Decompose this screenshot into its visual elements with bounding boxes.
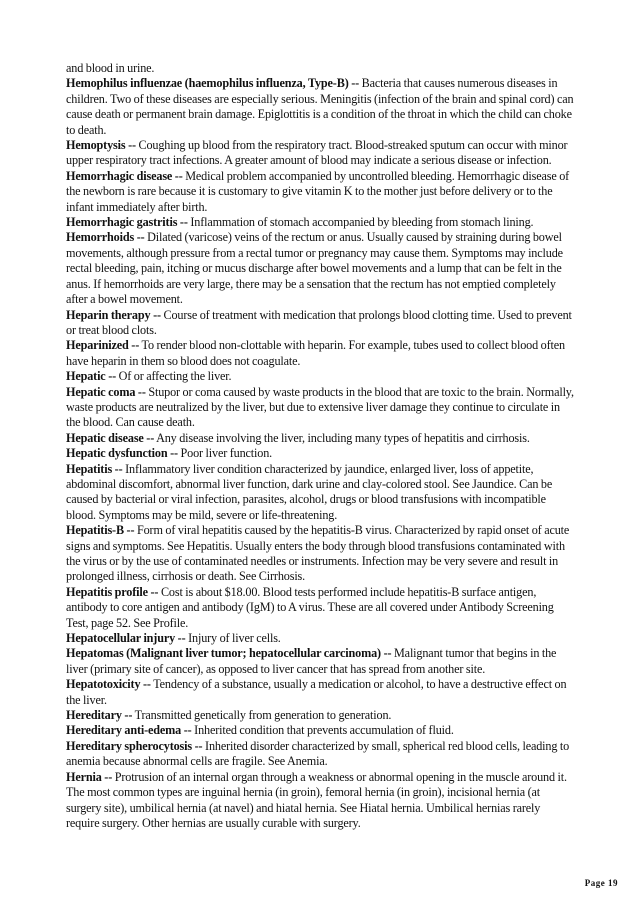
term-separator: -- [136, 230, 145, 245]
glossary-definition: Injury of liver cells. [188, 631, 281, 646]
glossary-term: Heparinized [66, 338, 129, 353]
glossary-term: Hemorrhagic disease [66, 168, 173, 183]
term-separator: -- [194, 738, 203, 753]
glossary-entry [66, 462, 576, 524]
glossary-term: Hemorrhoids [66, 230, 135, 245]
glossary-definition: Transmitted genetically from generation to generation. [134, 708, 392, 723]
glossary-term: Hepatitis-B [66, 523, 124, 538]
glossary-definition: Inflammation of stomach accompanied by bleeding from stomach lining. [190, 215, 534, 230]
glossary-term: Hepatomas (Malignant liver tumor; hepatocellular carcinoma) [66, 646, 381, 661]
glossary-definition: Coughing up blood from the respiratory tract. Blood-streaked sputum can occur with minor upper respiratory tract infections. A greater amount of blood may indicate a serious disease or infection. [66, 138, 568, 168]
term-separator: -- [153, 307, 161, 322]
term-separator: -- [174, 168, 183, 183]
glossary-definition: Protrusion of an internal organ through a weakness or abnormal opening in the muscle around it. The most common types are inguinal hernia (in groin), femoral hernia (in groin), incisional hernia (at surgery site), umbilical hernia (at navel) and hiatal hernia. See Hiatal hernia. Umbilical hernias rarely require surgery. Other hernias are usually curable with surgery. [66, 769, 567, 830]
term-separator: -- [131, 338, 140, 353]
glossary-definition: Course of treatment with medication that prolongs blood clotting time. Used to prevent or treat blood clots. [66, 307, 572, 337]
glossary-term: Hepatitis profile [66, 584, 148, 599]
term-separator: -- [128, 138, 136, 153]
term-separator: -- [137, 384, 146, 399]
term-separator: -- [126, 523, 135, 538]
glossary-term: Hepatotoxicity [66, 677, 141, 692]
term-separator: -- [124, 708, 133, 723]
glossary-definition: Stupor or coma caused by waste products in the blood that are toxic to the brain. Normally, waste products are neutralized by the liver, but due to extensive liver damage they continue to circulate in the blood. Can cause death. [66, 384, 574, 430]
glossary-entry [66, 523, 576, 585]
glossary-entry [66, 770, 576, 832]
glossary-entry [66, 431, 576, 446]
term-separator: -- [183, 723, 192, 738]
glossary-entry [66, 446, 576, 461]
glossary-definition: To render blood non-clottable with heparin. For example, tubes used to collect blood often have heparin in them so blood does not coagulate. [66, 338, 565, 368]
glossary-page [66, 61, 576, 831]
glossary-definition: Poor liver function. [180, 446, 273, 461]
glossary-entry [66, 677, 576, 708]
term-separator: -- [143, 677, 151, 692]
glossary-entry [66, 631, 576, 646]
glossary-term: Hepatic coma [66, 384, 136, 399]
glossary-entry [66, 739, 576, 770]
glossary-entries [66, 76, 576, 831]
glossary-term: Hepatic disease [66, 430, 144, 445]
glossary-definition: Medical problem accompanied by uncontrolled bleeding. Hemorrhagic disease of the newborn is rare because it is customary to give vitamin K to the mother just before delivery or to the infant immediately after birth. [66, 168, 570, 214]
term-separator: -- [351, 76, 360, 91]
glossary-entry [66, 708, 576, 723]
glossary-entry [66, 76, 576, 138]
glossary-entry [66, 585, 576, 631]
term-separator: -- [146, 430, 155, 445]
glossary-term: Hepatitis [66, 461, 113, 476]
glossary-term: Hemorrhagic gastritis [66, 215, 178, 230]
glossary-entry [66, 369, 576, 384]
glossary-term: Hereditary [66, 708, 122, 723]
glossary-entry [66, 646, 576, 677]
term-separator: -- [114, 461, 123, 476]
glossary-entry [66, 169, 576, 215]
term-separator: -- [170, 446, 178, 461]
glossary-definition: Inherited condition that prevents accumulation of fluid. [194, 723, 454, 738]
page-number: Page 19 [584, 878, 618, 888]
glossary-entry [66, 338, 576, 369]
term-separator: -- [150, 584, 159, 599]
term-separator: -- [177, 631, 186, 646]
lead-text: and blood in urine. [66, 61, 155, 75]
glossary-definition: Malignant tumor that begins in the liver (primary site of cancer), as opposed to liver cancer that has spread from another site. [66, 646, 557, 676]
term-separator: -- [383, 646, 392, 661]
glossary-term: Hepatic dysfunction [66, 446, 168, 461]
glossary-entry [66, 308, 576, 339]
glossary-definition: Inflammatory liver condition characterized by jaundice, enlarged liver, loss of appetite, abdominal discomfort, abnormal liver function, dark urine and clay-colored stool. See Jaundice. Can be caused by bacterial or viral infection, parasites, alcohol, drugs or blood transfusions with incompatible blood. Symptoms may be mild, severe or life-threatening. [66, 461, 553, 522]
glossary-entry [66, 723, 576, 738]
glossary-entry [66, 215, 576, 230]
glossary-definition: Cost is about $18.00. Blood tests performed include hepatitis-B surface antigen, antibody to core antigen and antibody (IgM) to A virus. These are all covered under Antibody Screening Test, page 52. See Profile. [66, 584, 554, 630]
glossary-term: Hepatocellular injury [66, 631, 176, 646]
glossary-term: Hereditary spherocytosis [66, 738, 192, 753]
term-separator: -- [104, 769, 113, 784]
glossary-term: Hereditary anti-edema [66, 723, 182, 738]
glossary-term: Hemophilus influenzae (haemophilus influenza, Type-B) [66, 76, 349, 91]
glossary-term: Hepatic [66, 369, 106, 384]
glossary-term: Hemoptysis [66, 138, 126, 153]
glossary-definition: Inherited disorder characterized by small, spherical red blood cells, leading to anemia because abnormal cells are fragile. See Anemia. [66, 738, 570, 769]
term-separator: -- [179, 215, 188, 230]
glossary-entry [66, 230, 576, 307]
term-separator: -- [108, 369, 117, 384]
glossary-term: Hernia [66, 769, 102, 784]
glossary-definition: Tendency of a substance, usually a medication or alcohol, to have a destructive effect on the liver. [66, 677, 567, 707]
glossary-definition: Bacteria that causes numerous diseases in children. Two of these diseases are especially serious. Meningitis (infection of the brain and spinal cord) can cause death or permanent brain damage. Epiglottitis is a condition of the throat in which the child can choke to death. [66, 76, 574, 137]
glossary-definition: Form of viral hepatitis caused by the hepatitis-B virus. Characterized by rapid onset of acute signs and symptoms. See Hepatitis. Usually enters the body through blood transfusions contaminated with the virus or by the use of contaminated needles or instruments. Infection may be very severe and result in prolonged illness, cirrhosis or death. See Cirrhosis. [66, 523, 570, 584]
glossary-term: Heparin therapy [66, 307, 151, 322]
glossary-definition: Any disease involving the liver, including many types of hepatitis and cirrhosis. [156, 430, 530, 445]
glossary-definition: Dilated (varicose) veins of the rectum or anus. Usually caused by straining during bowel movements, although pressure from a rectal tumor or pregnancy may cause them. Symptoms may include rectal bleeding, pain, itching or mucus discharge after bowel movements and a lump that can be felt in the anus. If hemorrhoids are very large, there may be a sensation that the rectum has not emptied completely after a bowel movement. [66, 230, 563, 307]
glossary-entry [66, 138, 576, 169]
glossary-entry [66, 385, 576, 431]
glossary-definition: Of or affecting the liver. [118, 369, 232, 384]
